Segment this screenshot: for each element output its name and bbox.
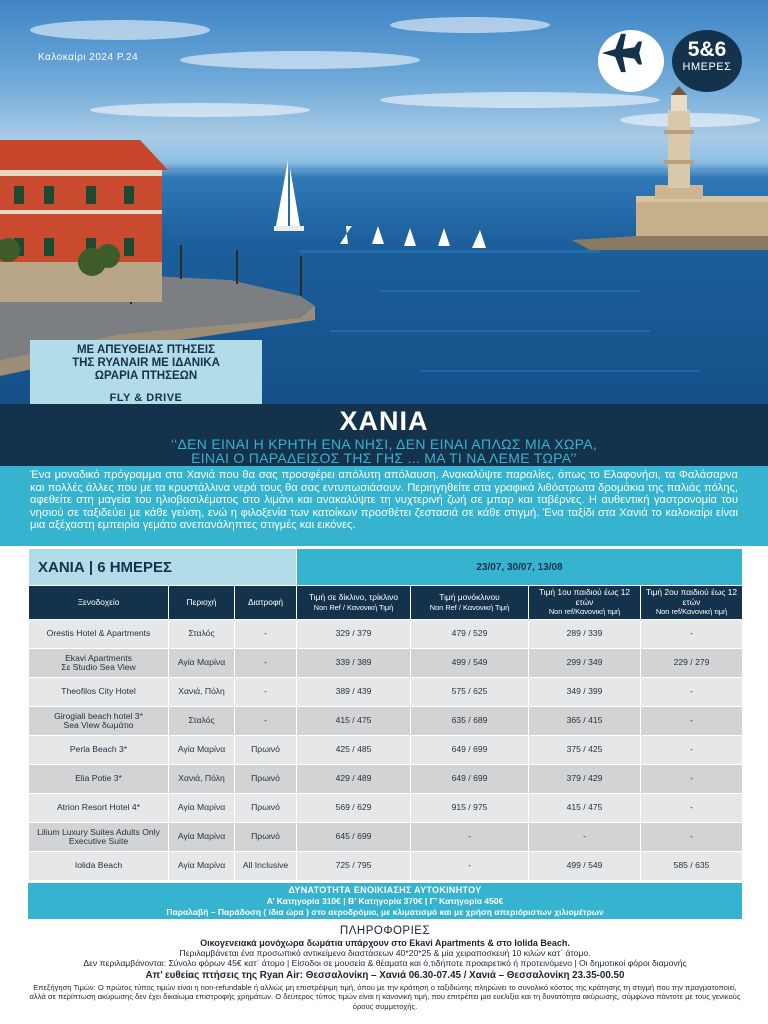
info-section [28, 924, 742, 1011]
info-excluded: Δεν περιλαμβάνονται: Σύνολο φόρων 45€ κατ΄ άτομο | Είσοδοι σε μουσεία & θέαματα και ό,τιδήποτε προαιρετικό ή προτεινόμενο | Οι δημοτικοί φόροι διαμονής [83, 957, 687, 968]
cell-price-double [297, 678, 411, 707]
hotel-name-text: Elia Potie 3* [75, 773, 122, 784]
column-header-label: Ξενοδοχείο [77, 596, 120, 607]
price-double-text: 425 / 485 [335, 744, 372, 755]
cell-price-child1 [529, 678, 641, 707]
cell-price-child1 [529, 736, 641, 765]
cell-price-child2 [641, 707, 743, 736]
cell-price-single [411, 736, 529, 765]
price-double-text: 645 / 699 [335, 831, 372, 842]
cell-price-single [411, 678, 529, 707]
cell-hotel-name [29, 852, 169, 881]
cell-price-single [411, 765, 529, 794]
area-text: Αγία Μαρίνα [177, 860, 226, 871]
board-text: - [264, 657, 267, 668]
price-single-text: - [468, 860, 471, 871]
cell-price-child2 [641, 678, 743, 707]
days-label: ΗΜΕΡΕΣ [682, 61, 732, 73]
column-header-label: Διατροφή [247, 596, 284, 607]
cell-hotel-name [29, 736, 169, 765]
cell-board [235, 765, 297, 794]
cell-price-double [297, 707, 411, 736]
cell-hotel-name [29, 678, 169, 707]
car-rental-pickup: Παραλαβή – Παράδοση ( ίδια ώρα ) στο αεροδρόμιο, με κλιματισμό και με χρήση απεριόριστων χιλιομέτρων [166, 907, 604, 917]
price-child2-text: - [690, 686, 693, 697]
hotel-name-text: Iolida Beach [74, 860, 123, 871]
fly-drive-label: FLY & DRIVE [109, 392, 183, 404]
column-header-label: Τιμή 2ου παιδιού έως 12 ετών [645, 587, 738, 607]
room-type-text: Σε Studio Sea View [61, 662, 136, 672]
cell-board [235, 736, 297, 765]
airplane-icon [598, 30, 644, 76]
price-double-text: 415 / 475 [335, 715, 372, 726]
car-rental-title: ΔΥΝΑΤΟΤΗΤΑ ΕΝΟΙΚΙΑΣΗΣ ΑΥΤΟΚΙΝΗΤΟΥ [288, 885, 482, 895]
table-row [29, 765, 743, 794]
hotel-name-text: Perla Beach 3* [69, 744, 128, 755]
hero-image [0, 0, 768, 404]
price-table [28, 548, 742, 881]
cell-price-child1 [529, 823, 641, 852]
price-double-text: 429 / 489 [335, 773, 372, 784]
hotel-name-text: Ekavi Apartments [65, 652, 132, 663]
column-header [529, 586, 641, 620]
cell-price-child1 [529, 852, 641, 881]
cell-area [169, 678, 235, 707]
room-type-text: Sea View δωμάτιο [63, 720, 134, 730]
hotel-name-text: Atrion Resort Hotel 4* [56, 802, 141, 813]
price-child2-text: - [690, 773, 693, 784]
info-flights: Απ’ ευθείας πτήσεις της Ryan Air: Θεσσαλονίκη – Χανιά 06.30-07.45 / Χανιά – Θεσσαλονίκη 23.35-00.50 [145, 970, 625, 982]
cell-price-child1 [529, 794, 641, 823]
table-caption: ΧΑΝΙΑ | 6 ΗΜΕΡΕΣ [29, 549, 297, 586]
price-double-text: 329 / 379 [335, 628, 372, 639]
cell-hotel-name [29, 765, 169, 794]
cell-price-child1 [529, 649, 641, 678]
direct-flights-box [30, 340, 262, 404]
area-text: Σταλός [188, 715, 215, 726]
cell-board [235, 620, 297, 649]
price-child1-text: 499 / 549 [566, 860, 603, 871]
price-single-text: 479 / 529 [451, 628, 488, 639]
intro-paragraph: Ένα μοναδικό πρόγραμμα στα Χανιά που θα σας προσφέρει απόλυτη απόλαυση. Ανακαλύψτε παραλίες, όπως το Ελαφονήσι, τα Φαλάσαρνα και πολλές άλλες που με τα κρυστάλλινα νερά τους θα σας εντυπωσιάσουν. Περιηγηθείτε στα γραφικά λιθόστρωτα δρομάκια της παλιάς πόλης, αφεθείτε στη μαγεία του ηλιοβασιλέματος στο λιμάνι και ανακαλύψτε τη νυχτερινή ζωή σε μπαρ και ταβέρνες. Η αυθεντική γαστρονομία του νησιού σε ταξιδεύει με κάθε γεύση, ενώ η φιλοξενία των κατοίκων προσθέτει ζεστασιά σε κάθε στιγμή. Ένα ταξίδι στα Χανιά το καλοκαίρι είναι μια αξέχαστη εμπειρία γεμάτο ανεπανάληπτες στιγμές και εικόνες. [0, 466, 768, 546]
table-row [29, 620, 743, 649]
price-double-text: 339 / 389 [335, 657, 372, 668]
price-child1-text: 349 / 399 [566, 686, 603, 697]
cell-area [169, 736, 235, 765]
cell-area [169, 649, 235, 678]
cell-area [169, 707, 235, 736]
cell-hotel-name [29, 794, 169, 823]
price-child2-text: - [690, 744, 693, 755]
price-child2-text: 585 / 635 [673, 860, 710, 871]
column-header-sublabel: Non ref/Κανονική τιμή [548, 607, 621, 617]
direct-flights-line: ΩΡΑΡΙΑ ΠΤΗΣΕΩΝ [94, 370, 198, 382]
board-text: Πρωινό [251, 831, 280, 842]
cell-price-child2 [641, 765, 743, 794]
column-header [641, 586, 743, 620]
car-rental-categories: Α’ Κατηγορία 310€ | Β’ Κατηγορία 370€ | Γ’ Κατηγορία 450€ [266, 896, 504, 906]
price-single-text: 575 / 625 [451, 686, 488, 697]
quote-line-2: ΕΙΝΑΙ Ο ΠΑΡΑΔΕΙΣΟΣ ΤΗΣ ΓΗΣ ... ΜΑ ΤΙ ΝΑ ΛΕΜΕ ΤΩΡΑ’’ [191, 450, 577, 466]
cell-area [169, 794, 235, 823]
cell-price-double [297, 794, 411, 823]
area-text: Σταλός [188, 628, 215, 639]
area-text: Αγία Μαρίνα [177, 802, 226, 813]
direct-flights-text [30, 340, 262, 383]
column-header-label: Τιμή 1ου παιδιού έως 12 ετών [538, 587, 631, 607]
price-child2-text: - [690, 715, 693, 726]
area-text: Χανιά, Πόλη [178, 686, 225, 697]
price-child1-text: 375 / 425 [566, 744, 603, 755]
price-child1-text: 289 / 339 [566, 628, 603, 639]
table-header-row [29, 586, 743, 620]
cell-price-single [411, 823, 529, 852]
area-text: Χανιά, Πόλη [178, 773, 225, 784]
departure-dates: 23/07, 30/07, 13/08 [297, 549, 743, 586]
info-price-note: Επεξήγηση Τιμών: Ο πρώτος τύπος τιμών είναι η non-refundable ή αλλιώς μη επιστρέψιμη τιμή, όπου με την κράτηση ο ταξιδιώτης πληρώνει το συνολικό κόστος της κράτησης τη στιγμή που την πραγματοποιεί, αλλά σε περίπτωση ακύρωσης δεν έχει δικαίωμα επιστροφής χρημάτων. Ο δεύτερος τύπος τιμών είναι η κανονική τιμή, που επιτρέπει μια ευελιξία και τη δυνατότητα ακύρωσης, σύμφωνα πάντοτε με τους γενικούς όρους συμμετοχής. [29, 983, 741, 1011]
info-included: Περιλαμβάνεται ένα προσωπικό αντικείμενο διαστάσεων 40*20*25 & μία χειραποσκευή 10 κιλών κατ΄ άτομο. [179, 948, 591, 958]
plane-badge [598, 30, 664, 92]
price-double-text: 569 / 629 [335, 802, 372, 813]
column-header [411, 586, 529, 620]
price-double-text: 389 / 439 [335, 686, 372, 697]
price-single-text: 499 / 549 [451, 657, 488, 668]
cell-hotel-name [29, 707, 169, 736]
board-text: - [264, 628, 267, 639]
table-row [29, 852, 743, 881]
cell-price-single [411, 649, 529, 678]
cell-area [169, 852, 235, 881]
cell-area [169, 823, 235, 852]
info-family-rooms: Οικογενειακά μονόχωρα δωμάτια υπάρχουν στο Ekavi Apartments & στο Iolida Beach. [200, 938, 570, 948]
board-text: Πρωινό [251, 773, 280, 784]
column-header [297, 586, 411, 620]
price-single-text: 635 / 689 [451, 715, 488, 726]
car-rental-box [28, 883, 742, 919]
column-header-label: Περιοχή [186, 596, 217, 607]
column-header [29, 586, 169, 620]
column-header-label: Τιμή σε δίκλινο, τρίκλινο [309, 592, 398, 602]
cell-area [169, 765, 235, 794]
cell-board [235, 678, 297, 707]
price-single-text: 915 / 975 [451, 802, 488, 813]
table-body [29, 620, 743, 881]
price-child1-text: 299 / 349 [566, 657, 603, 668]
price-single-text: 649 / 699 [451, 744, 488, 755]
cell-price-single [411, 852, 529, 881]
days-badge [672, 30, 742, 92]
cell-price-child2 [641, 794, 743, 823]
price-single-text: 649 / 699 [451, 773, 488, 784]
hotel-name-text: Orestis Hotel & Apartments [46, 628, 151, 639]
price-single-text: - [468, 831, 471, 842]
column-header [235, 586, 297, 620]
area-text: Αγία Μαρίνα [177, 831, 226, 842]
hotel-name-text: Theofilos City Hotel [61, 686, 136, 697]
price-child1-text: 415 / 475 [566, 802, 603, 813]
cell-board [235, 852, 297, 881]
cell-price-double [297, 649, 411, 678]
table-row [29, 794, 743, 823]
price-child2-text: - [690, 831, 693, 842]
cell-price-child2 [641, 736, 743, 765]
board-text: All Inclusive [242, 860, 289, 871]
cell-price-child2 [641, 649, 743, 678]
price-child2-text: - [690, 802, 693, 813]
column-header-sublabel: Non Ref / Κανονική Τιμή [313, 602, 394, 612]
cell-hotel-name [29, 649, 169, 678]
cell-board [235, 649, 297, 678]
title-band [0, 404, 768, 466]
days-number: 5&6 [687, 38, 727, 61]
price-double-text: 725 / 795 [335, 860, 372, 871]
hotel-name-text: Lilium Luxury Suites Adults Only [37, 826, 160, 837]
board-text: - [264, 686, 267, 697]
table-row [29, 678, 743, 707]
board-text: Πρωινό [251, 744, 280, 755]
area-text: Αγία Μαρίνα [177, 744, 226, 755]
price-child2-text: - [690, 628, 693, 639]
price-child1-text: - [583, 831, 586, 842]
cell-price-child2 [641, 852, 743, 881]
cell-price-double [297, 852, 411, 881]
board-text: Πρωινό [251, 802, 280, 813]
cell-board [235, 823, 297, 852]
price-child1-text: 365 / 415 [566, 715, 603, 726]
cell-hotel-name [29, 620, 169, 649]
room-type-text: Executive Suite [68, 836, 129, 846]
table-row [29, 736, 743, 765]
column-header-sublabel: Non ref/Κανονική τιμή [655, 607, 728, 617]
table-row [29, 823, 743, 852]
price-child1-text: 379 / 429 [566, 773, 603, 784]
area-text: Αγία Μαρίνα [177, 657, 226, 668]
table-row [29, 707, 743, 736]
cell-price-child2 [641, 823, 743, 852]
info-heading: ΠΛΗΡΟΦΟΡΙΕΣ [339, 925, 431, 937]
cell-price-single [411, 620, 529, 649]
cell-price-double [297, 765, 411, 794]
price-child2-text: 229 / 279 [673, 657, 710, 668]
cell-price-single [411, 794, 529, 823]
cell-price-child1 [529, 707, 641, 736]
cell-price-single [411, 707, 529, 736]
column-header [169, 586, 235, 620]
cell-hotel-name [29, 823, 169, 852]
column-header-label: Τιμή μονόκλινου [439, 592, 500, 602]
destination-title: ΧΑΝΙΑ [339, 406, 429, 436]
cell-price-child2 [641, 620, 743, 649]
cell-board [235, 794, 297, 823]
column-header-sublabel: Non Ref / Κανονική Τιμή [429, 602, 510, 612]
direct-flights-line: ΜΕ ΑΠΕΥΘΕΙΑΣ ΠΤΗΣΕΙΣ [76, 344, 216, 356]
cell-board [235, 707, 297, 736]
cell-price-child1 [529, 620, 641, 649]
cell-price-double [297, 736, 411, 765]
hotel-name-text: Girogiali beach hotel 3* [54, 710, 143, 721]
quote-line-1: ‘‘ΔΕΝ ΕΙΝΑΙ Η ΚΡΗΤΗ ΕΝΑ ΝΗΣΙ, ΔΕΝ ΕΙΝΑΙ ΑΠΛΩΣ ΜΙΑ ΧΩΡΑ, [170, 436, 598, 452]
cell-price-double [297, 823, 411, 852]
direct-flights-line: ΤΗΣ RYANAIR ΜΕ ΙΔΑΝΙΚΑ [72, 357, 220, 369]
cell-price-double [297, 620, 411, 649]
cell-price-child1 [529, 765, 641, 794]
issue-label: Καλοκαίρι 2024 Ρ.24 [38, 52, 139, 63]
cell-area [169, 620, 235, 649]
board-text: - [264, 715, 267, 726]
table-row [29, 649, 743, 678]
